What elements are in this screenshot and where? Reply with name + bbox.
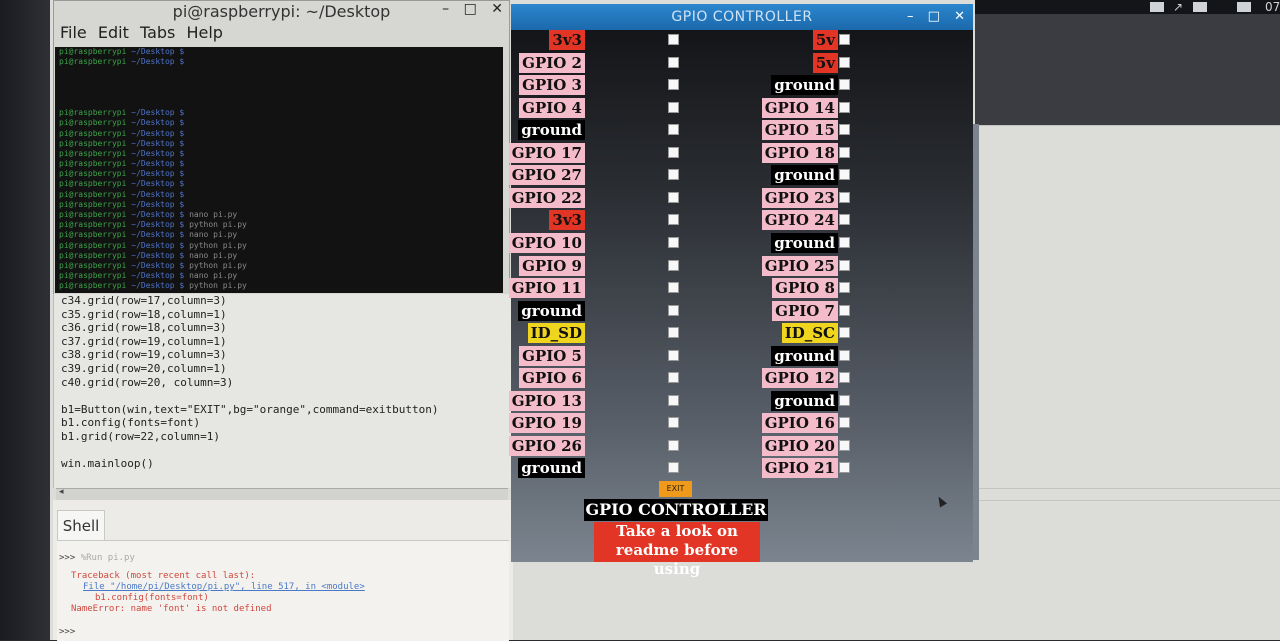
pin-label: GPIO 23 (762, 188, 838, 208)
pin-checkbox[interactable] (668, 305, 679, 316)
pin-label: GPIO 15 (762, 120, 838, 140)
code-line: b1.config(fonts=font) (61, 416, 201, 430)
pin-label: GPIO 16 (762, 413, 838, 433)
minimize-button[interactable]: – (442, 1, 450, 17)
shell-output[interactable] (57, 540, 509, 641)
terminal-path: ~/Desktop $ (131, 159, 185, 169)
pin-checkbox[interactable] (668, 417, 679, 428)
terminal-line (55, 67, 503, 77)
terminal-user: pi@raspberrypi (59, 47, 127, 56)
terminal-path: ~/Desktop $ (131, 189, 185, 199)
menu-edit[interactable]: Edit (97, 23, 129, 42)
code-line: win.mainloop() (61, 457, 154, 471)
terminal-line (55, 169, 503, 179)
code-line: c39.grid(row=20,column=1) (61, 361, 227, 375)
terminal-line (55, 129, 503, 139)
pin-label: GPIO 7 (772, 301, 838, 321)
terminal-user: pi@raspberrypi (59, 128, 127, 138)
pin-checkbox[interactable] (668, 440, 679, 451)
pin-checkbox[interactable] (839, 147, 850, 158)
minimize-button[interactable]: – (907, 9, 914, 24)
terminal-command: nano pi.py (189, 250, 238, 260)
terminal-path: ~/Desktop $ (131, 57, 185, 67)
code-line: c37.grid(row=19,column=1) (61, 334, 227, 348)
pin-label: GPIO 2 (519, 53, 585, 73)
terminal-path: ~/Desktop $ (131, 260, 185, 270)
code-line: c34.grid(row=17,column=3) (61, 294, 227, 307)
pin-checkbox[interactable] (668, 147, 679, 158)
pin-checkbox[interactable] (668, 237, 679, 248)
code-line: c40.grid(row=20, column=3) (61, 375, 234, 389)
pin-label: GPIO 3 (519, 75, 585, 95)
pin-label: GPIO 27 (509, 165, 585, 185)
pin-checkbox[interactable] (839, 102, 850, 113)
terminal-line (55, 118, 503, 128)
window-edge (973, 124, 979, 560)
divider (979, 125, 1280, 126)
pin-checkbox[interactable] (668, 327, 679, 338)
panel-block (1237, 2, 1251, 12)
terminal-window[interactable] (53, 0, 510, 296)
terminal-user: pi@raspberrypi (59, 108, 127, 118)
shell-prompt[interactable]: >>> (59, 627, 76, 637)
terminal-user: pi@raspberrypi (59, 210, 127, 219)
pin-label: 5v (813, 53, 838, 73)
terminal-user: pi@raspberrypi (59, 281, 127, 291)
panel-block (1150, 2, 1164, 12)
pin-checkbox[interactable] (839, 237, 850, 248)
terminal-line (55, 108, 503, 118)
top-panel (975, 0, 1280, 14)
pin-label: ID_SD (528, 323, 585, 343)
pin-label: GPIO 22 (509, 188, 585, 208)
close-button[interactable]: ✕ (491, 1, 503, 17)
pin-checkbox[interactable] (668, 169, 679, 180)
pin-checkbox[interactable] (839, 124, 850, 135)
pin-checkbox[interactable] (839, 327, 850, 338)
pin-label: GPIO 21 (762, 458, 838, 478)
pin-label: GPIO 14 (762, 98, 838, 118)
terminal-command: nano pi.py (189, 210, 238, 219)
pin-checkbox[interactable] (668, 462, 679, 473)
pin-label: GPIO 12 (762, 368, 838, 388)
pin-checkbox[interactable] (839, 260, 850, 271)
terminal-user: pi@raspberrypi (59, 230, 127, 240)
terminal-line (55, 88, 503, 98)
terminal-user: pi@raspberrypi (59, 260, 127, 270)
terminal-title: pi@raspberrypi: ~/Desktop (172, 2, 391, 21)
terminal-line (55, 281, 503, 291)
monitor-bezel (0, 0, 50, 640)
terminal-path: ~/Desktop $ (131, 179, 185, 189)
pin-checkbox[interactable] (839, 395, 850, 406)
terminal-command: python pi.py (189, 260, 247, 270)
code-editor[interactable] (53, 294, 511, 488)
pin-label: GPIO 18 (762, 143, 838, 163)
pin-checkbox[interactable] (668, 57, 679, 68)
terminal-command: python pi.py (189, 240, 247, 250)
terminal-line (55, 220, 503, 230)
terminal-user: pi@raspberrypi (59, 148, 127, 158)
terminal-user: pi@raspberrypi (59, 169, 127, 179)
gpio-window-title: GPIO CONTROLLER (511, 4, 973, 30)
code-line: b1.grid(row=22,column=1) (61, 429, 220, 443)
readme-line-1: Take a look on (616, 522, 738, 540)
terminal-path: ~/Desktop $ (131, 148, 185, 158)
divider (979, 488, 1280, 489)
tab-shell[interactable]: Shell (57, 510, 105, 541)
terminal-line (55, 78, 503, 88)
terminal-command: nano pi.py (189, 271, 238, 281)
terminal-line (55, 159, 503, 169)
terminal-user: pi@raspberrypi (59, 189, 127, 199)
terminal-user: pi@raspberrypi (59, 138, 127, 148)
terminal-line (55, 251, 503, 261)
terminal-path: ~/Desktop $ (131, 250, 185, 260)
maximize-button[interactable]: □ (927, 9, 940, 24)
pin-checkbox[interactable] (839, 214, 850, 225)
pin-checkbox[interactable] (839, 305, 850, 316)
terminal-command: nano pi.py (189, 230, 238, 240)
pin-label: 5v (813, 30, 838, 50)
gpio-window-controls (897, 4, 965, 30)
readme-line-2: readme before using (615, 541, 739, 578)
divider (979, 500, 1280, 501)
pin-label: GPIO 8 (772, 278, 838, 298)
terminal-line (55, 139, 503, 149)
pin-checkbox[interactable] (839, 417, 850, 428)
terminal-path: ~/Desktop $ (131, 169, 185, 179)
pin-label: GPIO 19 (509, 413, 585, 433)
menu-help[interactable]: Help (186, 23, 223, 42)
pin-checkbox[interactable] (668, 282, 679, 293)
shell-panel (53, 500, 513, 640)
pin-label: GPIO 9 (519, 256, 585, 276)
pin-label: ground (771, 346, 838, 366)
terminal-line (55, 210, 503, 220)
pin-checkbox[interactable] (839, 57, 850, 68)
terminal-line (55, 200, 503, 210)
terminal-line (55, 271, 503, 281)
pin-checkbox[interactable] (668, 79, 679, 90)
terminal-path: ~/Desktop $ (131, 210, 185, 219)
readme-notice (594, 522, 760, 578)
pin-checkbox[interactable] (668, 102, 679, 113)
terminal-path: ~/Desktop $ (131, 271, 185, 281)
pin-checkbox[interactable] (839, 79, 850, 90)
terminal-path: ~/Desktop $ (131, 230, 185, 240)
pin-label: ground (518, 301, 585, 321)
terminal-user: pi@raspberrypi (59, 199, 127, 209)
pin-checkbox[interactable] (839, 34, 850, 45)
terminal-user: pi@raspberrypi (59, 118, 127, 128)
terminal-line (55, 149, 503, 159)
pin-checkbox[interactable] (668, 192, 679, 203)
pin-label: GPIO 13 (509, 391, 585, 411)
terminal-path: ~/Desktop $ (131, 118, 185, 128)
terminal-line (55, 47, 503, 57)
menu-file[interactable]: File (60, 23, 87, 42)
code-line (61, 389, 439, 403)
pin-label: 3v3 (549, 30, 585, 50)
shell-run-line (59, 553, 135, 563)
pin-checkbox[interactable] (839, 169, 850, 180)
exit-button[interactable]: EXIT (659, 481, 692, 497)
pin-label: ground (771, 75, 838, 95)
terminal-command: python pi.py (189, 220, 247, 230)
pin-label: ground (771, 165, 838, 185)
pin-checkbox[interactable] (668, 124, 679, 135)
terminal-command: python pi.py (189, 281, 247, 291)
terminal-user: pi@raspberrypi (59, 159, 127, 169)
pin-label: GPIO 4 (519, 98, 585, 118)
terminal-line (55, 179, 503, 189)
terminal-output[interactable] (55, 47, 503, 293)
terminal-user: pi@raspberrypi (59, 179, 127, 189)
arrow-icon: ↗ (1173, 0, 1184, 14)
pin-label: GPIO 11 (509, 278, 585, 298)
terminal-line (55, 241, 503, 251)
pin-label: ground (518, 120, 585, 140)
menu-tabs[interactable]: Tabs (139, 23, 176, 42)
terminal-user: pi@raspberrypi (59, 57, 127, 67)
terminal-line (55, 261, 503, 271)
pin-label: ID_SC (782, 323, 838, 343)
pin-checkbox[interactable] (668, 350, 679, 361)
pin-checkbox[interactable] (668, 372, 679, 383)
pin-checkbox[interactable] (668, 34, 679, 45)
terminal-user: pi@raspberrypi (59, 220, 127, 230)
terminal-user: pi@raspberrypi (59, 240, 127, 250)
pin-checkbox[interactable] (839, 350, 850, 361)
terminal-path: ~/Desktop $ (131, 47, 185, 56)
pin-label: GPIO 24 (762, 210, 838, 230)
pin-checkbox[interactable] (668, 260, 679, 271)
terminal-line (55, 230, 503, 240)
pin-checkbox[interactable] (839, 372, 850, 383)
terminal-user: pi@raspberrypi (59, 250, 127, 260)
pin-label: GPIO 25 (762, 256, 838, 276)
pin-label: GPIO 10 (509, 233, 585, 253)
shell-run-command: %Run pi.py (80, 553, 135, 563)
terminal-line (55, 57, 503, 67)
pin-checkbox[interactable] (839, 440, 850, 451)
terminal-path: ~/Desktop $ (131, 281, 185, 291)
terminal-window-controls (432, 1, 503, 23)
pin-checkbox[interactable] (839, 282, 850, 293)
terminal-path: ~/Desktop $ (131, 138, 185, 148)
terminal-path: ~/Desktop $ (131, 108, 185, 118)
terminal-line (55, 190, 503, 200)
traceback-file-link[interactable]: File "/home/pi/Desktop/pi.py", line 517, in <module> (83, 582, 365, 592)
code-line: b1=Button(win,text="EXIT",bg="orange",command=exitbutton) (61, 402, 439, 416)
pin-label: GPIO 20 (762, 436, 838, 456)
clock-text: 07 (1265, 0, 1280, 14)
gpio-footer-title: GPIO CONTROLLER (585, 500, 767, 519)
pin-checkbox[interactable] (668, 395, 679, 406)
terminal-path: ~/Desktop $ (131, 240, 185, 250)
shell-prompt: >>> (59, 553, 81, 563)
pin-label: GPIO 6 (519, 368, 585, 388)
pin-checkbox[interactable] (839, 192, 850, 203)
code-line (61, 444, 439, 458)
code-line: c35.grid(row=18,column=1) (61, 307, 227, 321)
traceback-code: b1.config(fonts=font) (95, 593, 209, 603)
maximize-button[interactable]: □ (463, 1, 477, 17)
error-message: NameError: name 'font' is not defined (71, 604, 272, 614)
close-button[interactable]: ✕ (954, 9, 965, 24)
pin-label: GPIO 26 (509, 436, 585, 456)
pin-label: ground (771, 391, 838, 411)
terminal-path: ~/Desktop $ (131, 128, 185, 138)
terminal-menubar (60, 23, 229, 42)
scroll-left-icon[interactable]: ◂ (59, 487, 64, 497)
pin-checkbox[interactable] (839, 462, 850, 473)
panel-block (1193, 2, 1207, 12)
pin-checkbox[interactable] (668, 214, 679, 225)
terminal-user: pi@raspberrypi (59, 271, 127, 281)
traceback-text: Traceback (most recent call last): (71, 571, 256, 581)
pin-label: ground (518, 458, 585, 478)
terminal-line (55, 98, 503, 108)
desktop-dark-area (975, 0, 1280, 125)
code-line: c36.grid(row=18,column=3) (61, 321, 227, 335)
terminal-path: ~/Desktop $ (131, 220, 185, 230)
pin-label: ground (771, 233, 838, 253)
pin-label: GPIO 5 (519, 346, 585, 366)
terminal-path: ~/Desktop $ (131, 199, 185, 209)
pin-label: 3v3 (549, 210, 585, 230)
pin-label: GPIO 17 (509, 143, 585, 163)
code-line: c38.grid(row=19,column=3) (61, 348, 227, 362)
code-text[interactable] (61, 294, 439, 471)
